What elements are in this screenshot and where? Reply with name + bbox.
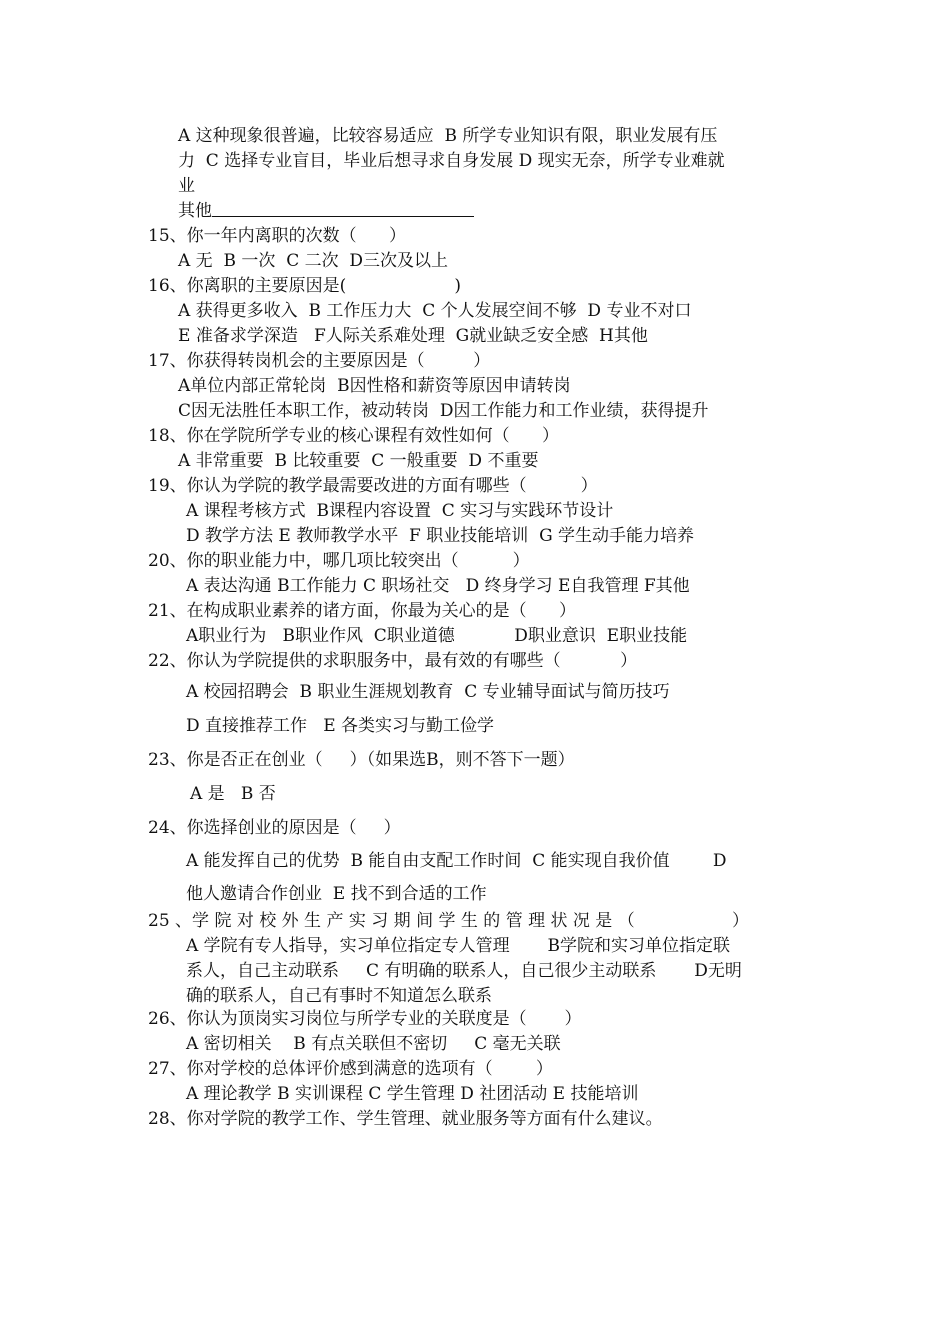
q19-options-line-2: D 教学方法 E 教师教学水平 F 职业技能培训 G 学生动手能力培养: [186, 526, 695, 546]
q14-option-line-3: 业: [178, 176, 195, 196]
q14-option-line-1: A 这种现象很普遍，比较容易适应 B 所学专业知识有限，职业发展有压: [178, 126, 718, 146]
q15-options: A 无 B 一次 C 二次 D三次及以上: [178, 251, 449, 271]
q14-other-line: [178, 200, 474, 222]
q17-question: 17、你获得转岗机会的主要原因是（ ）: [148, 351, 491, 371]
q20-question: 20、你的职业能力中，哪几项比较突出（ ）: [148, 551, 530, 571]
q21-options: A职业行为 B职业作风 C职业道德 D职业意识 E职业技能: [186, 626, 688, 646]
q19-question: 19、你认为学院的教学最需要改进的方面有哪些（ ）: [148, 476, 598, 496]
q25-options-line-3: 确的联系人，自己有事时不知道怎么联系: [186, 986, 492, 1006]
q26-options: A 密切相关 B 有点关联但不密切 C 毫无关联: [186, 1034, 561, 1054]
q24-question: 24、你选择创业的原因是（ ）: [148, 818, 401, 838]
q16-question: 16、你离职的主要原因是( ): [148, 276, 461, 296]
q25-question: 25 、学 院 对 校 外 生 产 实 习 期 间 学 生 的 管 理 状 况 是 （ ）: [148, 911, 749, 931]
q26-question: 26、你认为顶岗实习岗位与所学专业的关联度是（ ）: [148, 1009, 582, 1029]
q27-question: 27、你对学校的总体评价感到满意的选项有（ ）: [148, 1059, 553, 1079]
q23-options: A 是 B 否: [190, 784, 276, 804]
q24-options-line-2: 他人邀请合作创业 E 找不到合适的工作: [186, 884, 487, 904]
q14-other-label: 其他: [178, 201, 212, 221]
q22-options-line-2: D 直接推荐工作 E 各类实习与勤工俭学: [186, 716, 495, 736]
q22-options-line-1: A 校园招聘会 B 职业生涯规划教育 C 专业辅导面试与简历技巧: [186, 682, 670, 702]
q15-question: 15、你一年内离职的次数（ ）: [148, 226, 407, 246]
q27-options: A 理论教学 B 实训课程 C 学生管理 D 社团活动 E 技能培训: [186, 1084, 639, 1104]
q17-options-line-2: C因无法胜任本职工作，被动转岗 D因工作能力和工作业绩，获得提升: [178, 401, 709, 421]
q19-options-line-1: A 课程考核方式 B课程内容设置 C 实习与实践环节设计: [186, 501, 614, 521]
q16-options-line-1: A 获得更多收入 B 工作压力大 C 个人发展空间不够 D 专业不对口: [178, 301, 692, 321]
q25-options-line-1: A 学院有专人指导，实习单位指定专人管理 B学院和实习单位指定联: [186, 936, 730, 956]
q21-question: 21、在构成职业素养的诸方面，你最为关心的是（ ）: [148, 601, 577, 621]
q28-question: 28、你对学院的教学工作、学生管理、就业服务等方面有什么建议。: [148, 1109, 663, 1129]
q14-other-blank[interactable]: [212, 200, 474, 217]
q18-options: A 非常重要 B 比较重要 C 一般重要 D 不重要: [178, 451, 539, 471]
q24-options-line-1: A 能发挥自己的优势 B 能自由支配工作时间 C 能实现自我价值 D: [186, 851, 727, 871]
q16-options-line-2: E 准备求学深造 F人际关系难处理 G就业缺乏安全感 H其他: [178, 326, 648, 346]
q22-question: 22、你认为学院提供的求职服务中，最有效的有哪些（ ）: [148, 651, 638, 671]
q17-options-line-1: A单位内部正常轮岗 B因性格和薪资等原因申请转岗: [178, 376, 571, 396]
q20-options: A 表达沟通 B工作能力 C 职场社交 D 终身学习 E自我管理 F其他: [186, 576, 690, 596]
q23-question: 23、你是否正在创业（ ）（如果选B，则不答下一题）: [148, 750, 575, 770]
q18-question: 18、你在学院所学专业的核心课程有效性如何（ ）: [148, 426, 560, 446]
q14-option-line-2: 力 C 选择专业盲目，毕业后想寻求自身发展 D 现实无奈，所学专业难就: [178, 151, 725, 171]
q25-options-line-2: 系人，自己主动联系 C 有明确的联系人，自己很少主动联系 D无明: [186, 961, 742, 981]
